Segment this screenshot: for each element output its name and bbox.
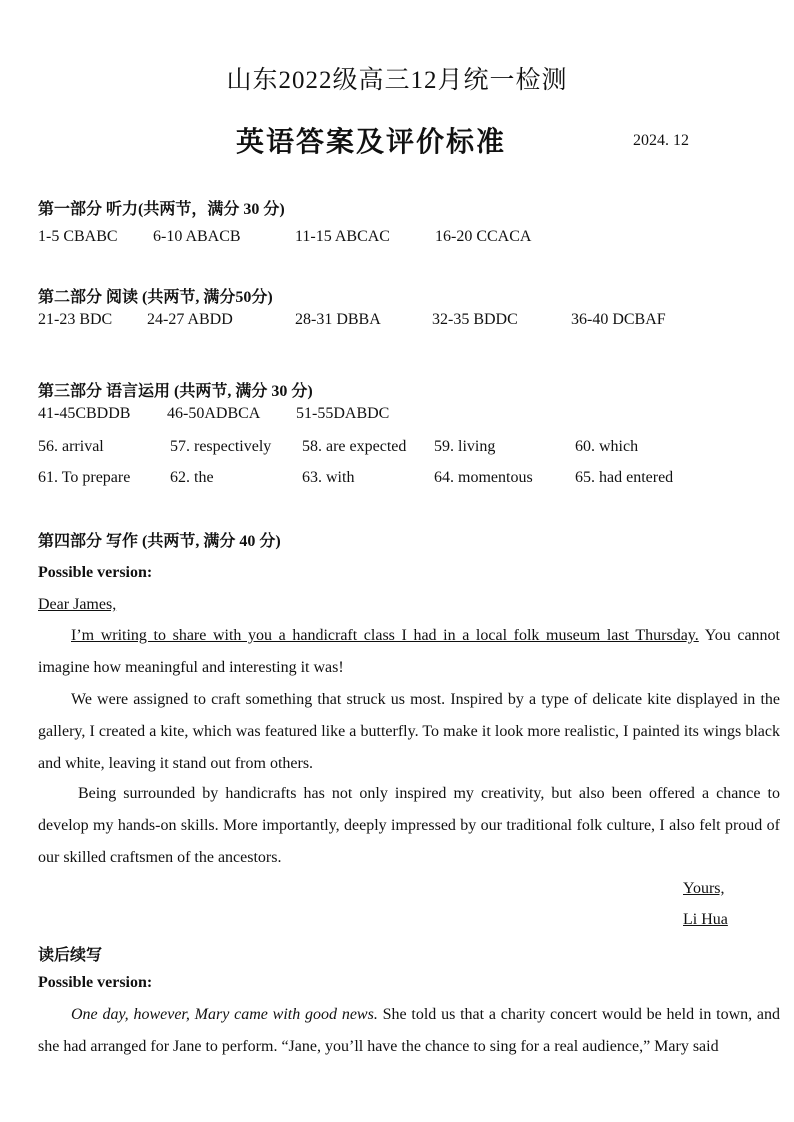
fill-answer: 64. momentous	[434, 469, 533, 486]
continuation-heading: 读后续写	[38, 947, 103, 964]
answer-group: 11-15 ABCAC	[295, 228, 390, 245]
underlined-sentence: I’m writing to share with you a handicraft class I had in a local folk museum last Thursday.	[71, 627, 699, 644]
fill-answer: 56. arrival	[38, 438, 104, 455]
possible-version-label: Possible version:	[38, 974, 153, 991]
letter-signature: Li Hua	[683, 911, 728, 928]
part3-heading: 第三部分 语言运用 (共两节, 满分 30 分)	[38, 383, 313, 400]
part2-heading: 第二部分 阅读 (共两节, 满分50分)	[38, 289, 273, 306]
fill-answer: 58. are expected	[302, 438, 407, 455]
answer-group: 51-55DABDC	[296, 405, 390, 422]
answer-group: 41-45CBDDB	[38, 405, 131, 422]
fill-answer: 63. with	[302, 469, 355, 486]
letter-paragraph-1	[38, 620, 780, 684]
answer-group: 1-5 CBABC	[38, 228, 118, 245]
fill-answer: 60. which	[575, 438, 639, 455]
fill-answer: 57. respectively	[170, 438, 272, 455]
answer-group: 32-35 BDDC	[432, 311, 518, 328]
answer-group: 24-27 ABDD	[147, 311, 233, 328]
fill-answer: 65. had entered	[575, 469, 674, 486]
page-subtitle: 英语答案及评价标准	[236, 127, 507, 158]
answer-group: 16-20 CCACA	[435, 228, 532, 245]
letter-greeting: Dear James,	[38, 596, 117, 613]
answer-group: 6-10 ABACB	[153, 228, 241, 245]
paragraph-text: She told us that a charity concert would be held in town, and she had arranged for Jane to perform. “Jane, you’ll have the chance to sing for a real audience,” Mary said	[38, 1006, 781, 1055]
part4-heading: 第四部分 写作 (共两节, 满分 40 分)	[38, 533, 281, 550]
fill-answer: 62. the	[170, 469, 214, 486]
letter-paragraph-3: Being surrounded by handicrafts has not only inspired my creativity, but also been offered a chance to develop my hands-on skills. More importantly, deeply impressed by our traditional folk culture, I also felt proud of our skilled craftsmen of the ancestors.	[38, 785, 780, 866]
part1-heading: 第一部分 听力(共两节，满分 30 分)	[38, 201, 285, 218]
answer-group: 21-23 BDC	[38, 311, 113, 328]
answer-group: 28-31 DBBA	[295, 311, 381, 328]
letter-closing: Yours,	[683, 880, 725, 897]
fill-answer: 61. To prepare	[38, 469, 131, 486]
fill-answer: 59. living	[434, 438, 496, 455]
letter-paragraph-2: We were assigned to craft something that struck us most. Inspired by a type of delicate kite displayed in the gallery, I created a kite, which was featured like a butterfly. To make it look more realistic, I painted its wings black and white, leaving it stand out from others.	[38, 691, 780, 772]
continuation-paragraph	[38, 999, 780, 1063]
answer-group: 36-40 DCBAF	[571, 311, 666, 328]
paragraph-text: You cannot imagine how meaningful and interesting it was!	[38, 627, 780, 676]
page-title: 山东2022级高三12月统一检测	[226, 67, 568, 94]
answer-group: 46-50ADBCA	[167, 405, 261, 422]
italic-opening-sentence: One day, however, Mary came with good news.	[71, 1006, 378, 1023]
possible-version-label: Possible version:	[38, 564, 153, 581]
exam-date: 2024. 12	[633, 132, 689, 149]
